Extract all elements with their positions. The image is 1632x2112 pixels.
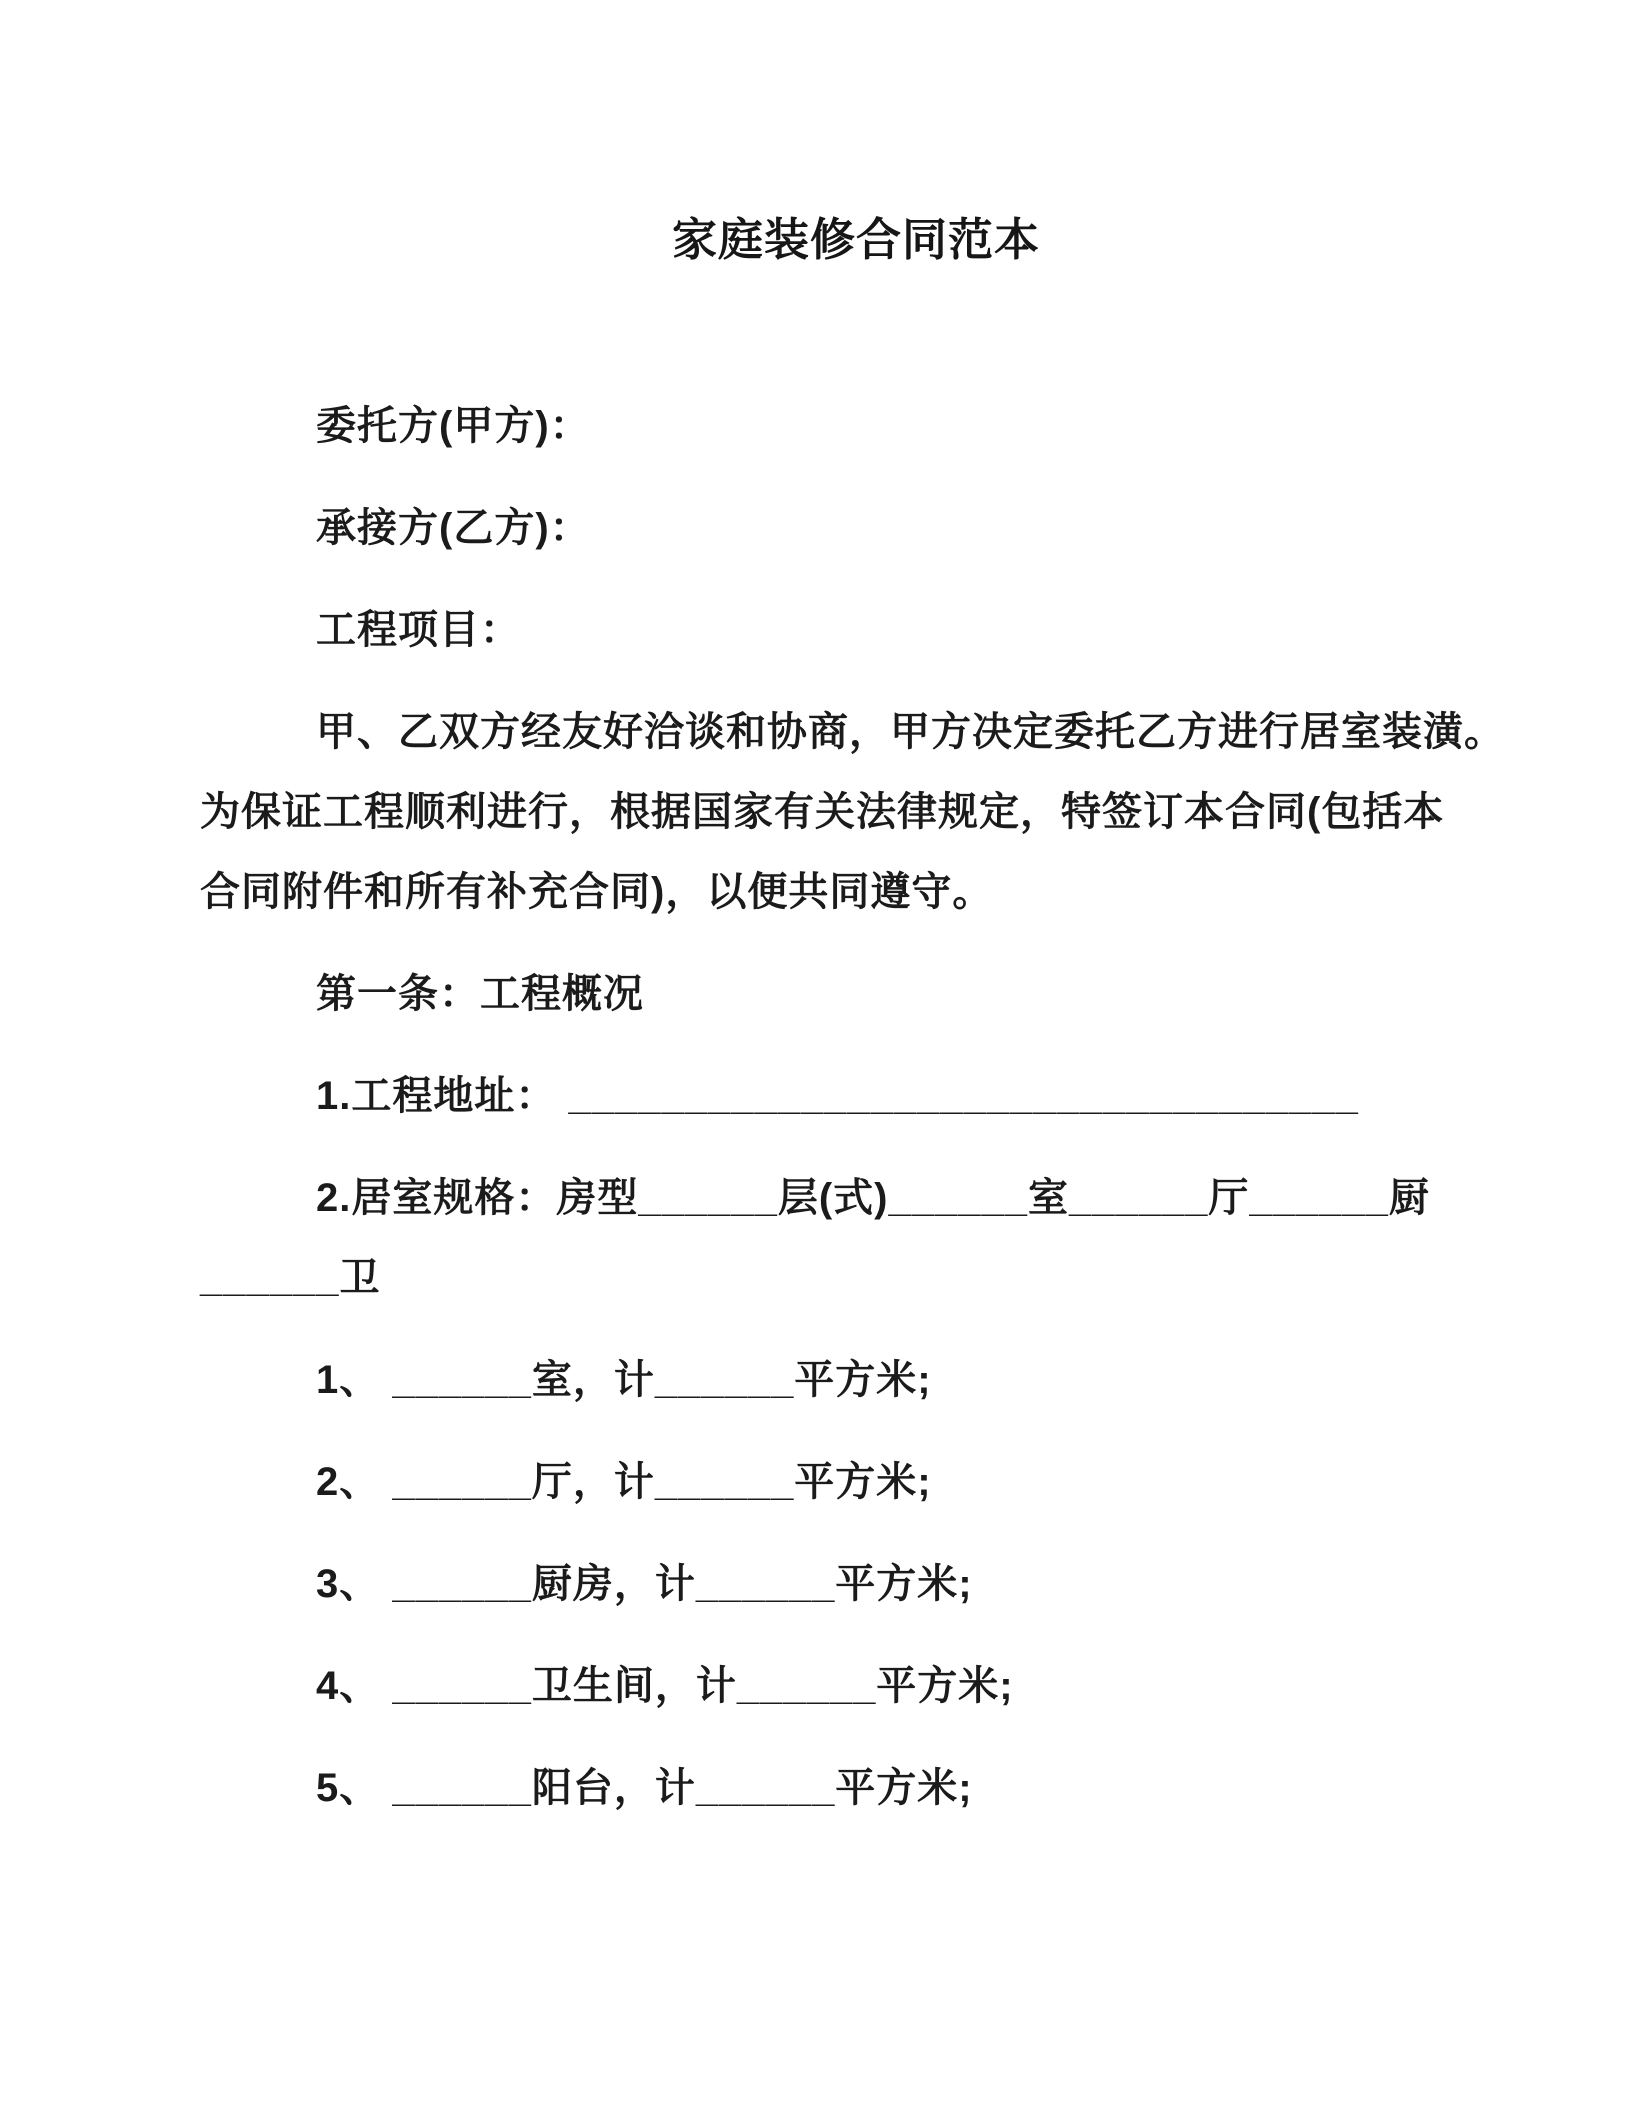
room-item-4: 4、 ______卫生间，计______平方米; [316,1664,1014,1708]
document-title: 家庭装修合同范本 [671,214,1040,265]
room-spec-line-2: ______卫 [200,1256,381,1300]
intro-paragraph-line-3: 合同附件和所有补充合同)，以便共同遵守。 [200,870,994,914]
intro-paragraph-line-1: 甲、乙双方经友好洽谈和协商，甲方决定委托乙方进行居室装潢。 [316,710,1505,754]
room-items-list [200,1340,1462,1828]
article1-heading: 第一条：工程概况 [316,972,644,1016]
party-b-line: 承接方(乙方)： [316,506,591,550]
room-item-3: 3、 ______厨房，计______平方米; [316,1562,973,1606]
room-spec-paragraph [200,1158,1462,1318]
intro-paragraph [200,692,1505,932]
room-item-1: 1、 ______室，计______平方米; [316,1358,932,1402]
project-line: 工程项目： [316,608,521,652]
room-spec-line-1: 2.居室规格：房型______层(式)______室______厅______厨 [316,1176,1430,1220]
room-item-5: 5、 ______阳台，计______平方米; [316,1766,973,1810]
intro-paragraph-line-2: 为保证工程顺利进行，根据国家有关法律规定，特签订本合同(包括本 [200,790,1445,834]
room-item-2: 2、 ______厅，计______平方米; [316,1460,932,1504]
project-address-line: 1.工程地址： __________________________________ [316,1074,1359,1118]
party-a-line: 委托方(甲方)： [316,404,591,448]
